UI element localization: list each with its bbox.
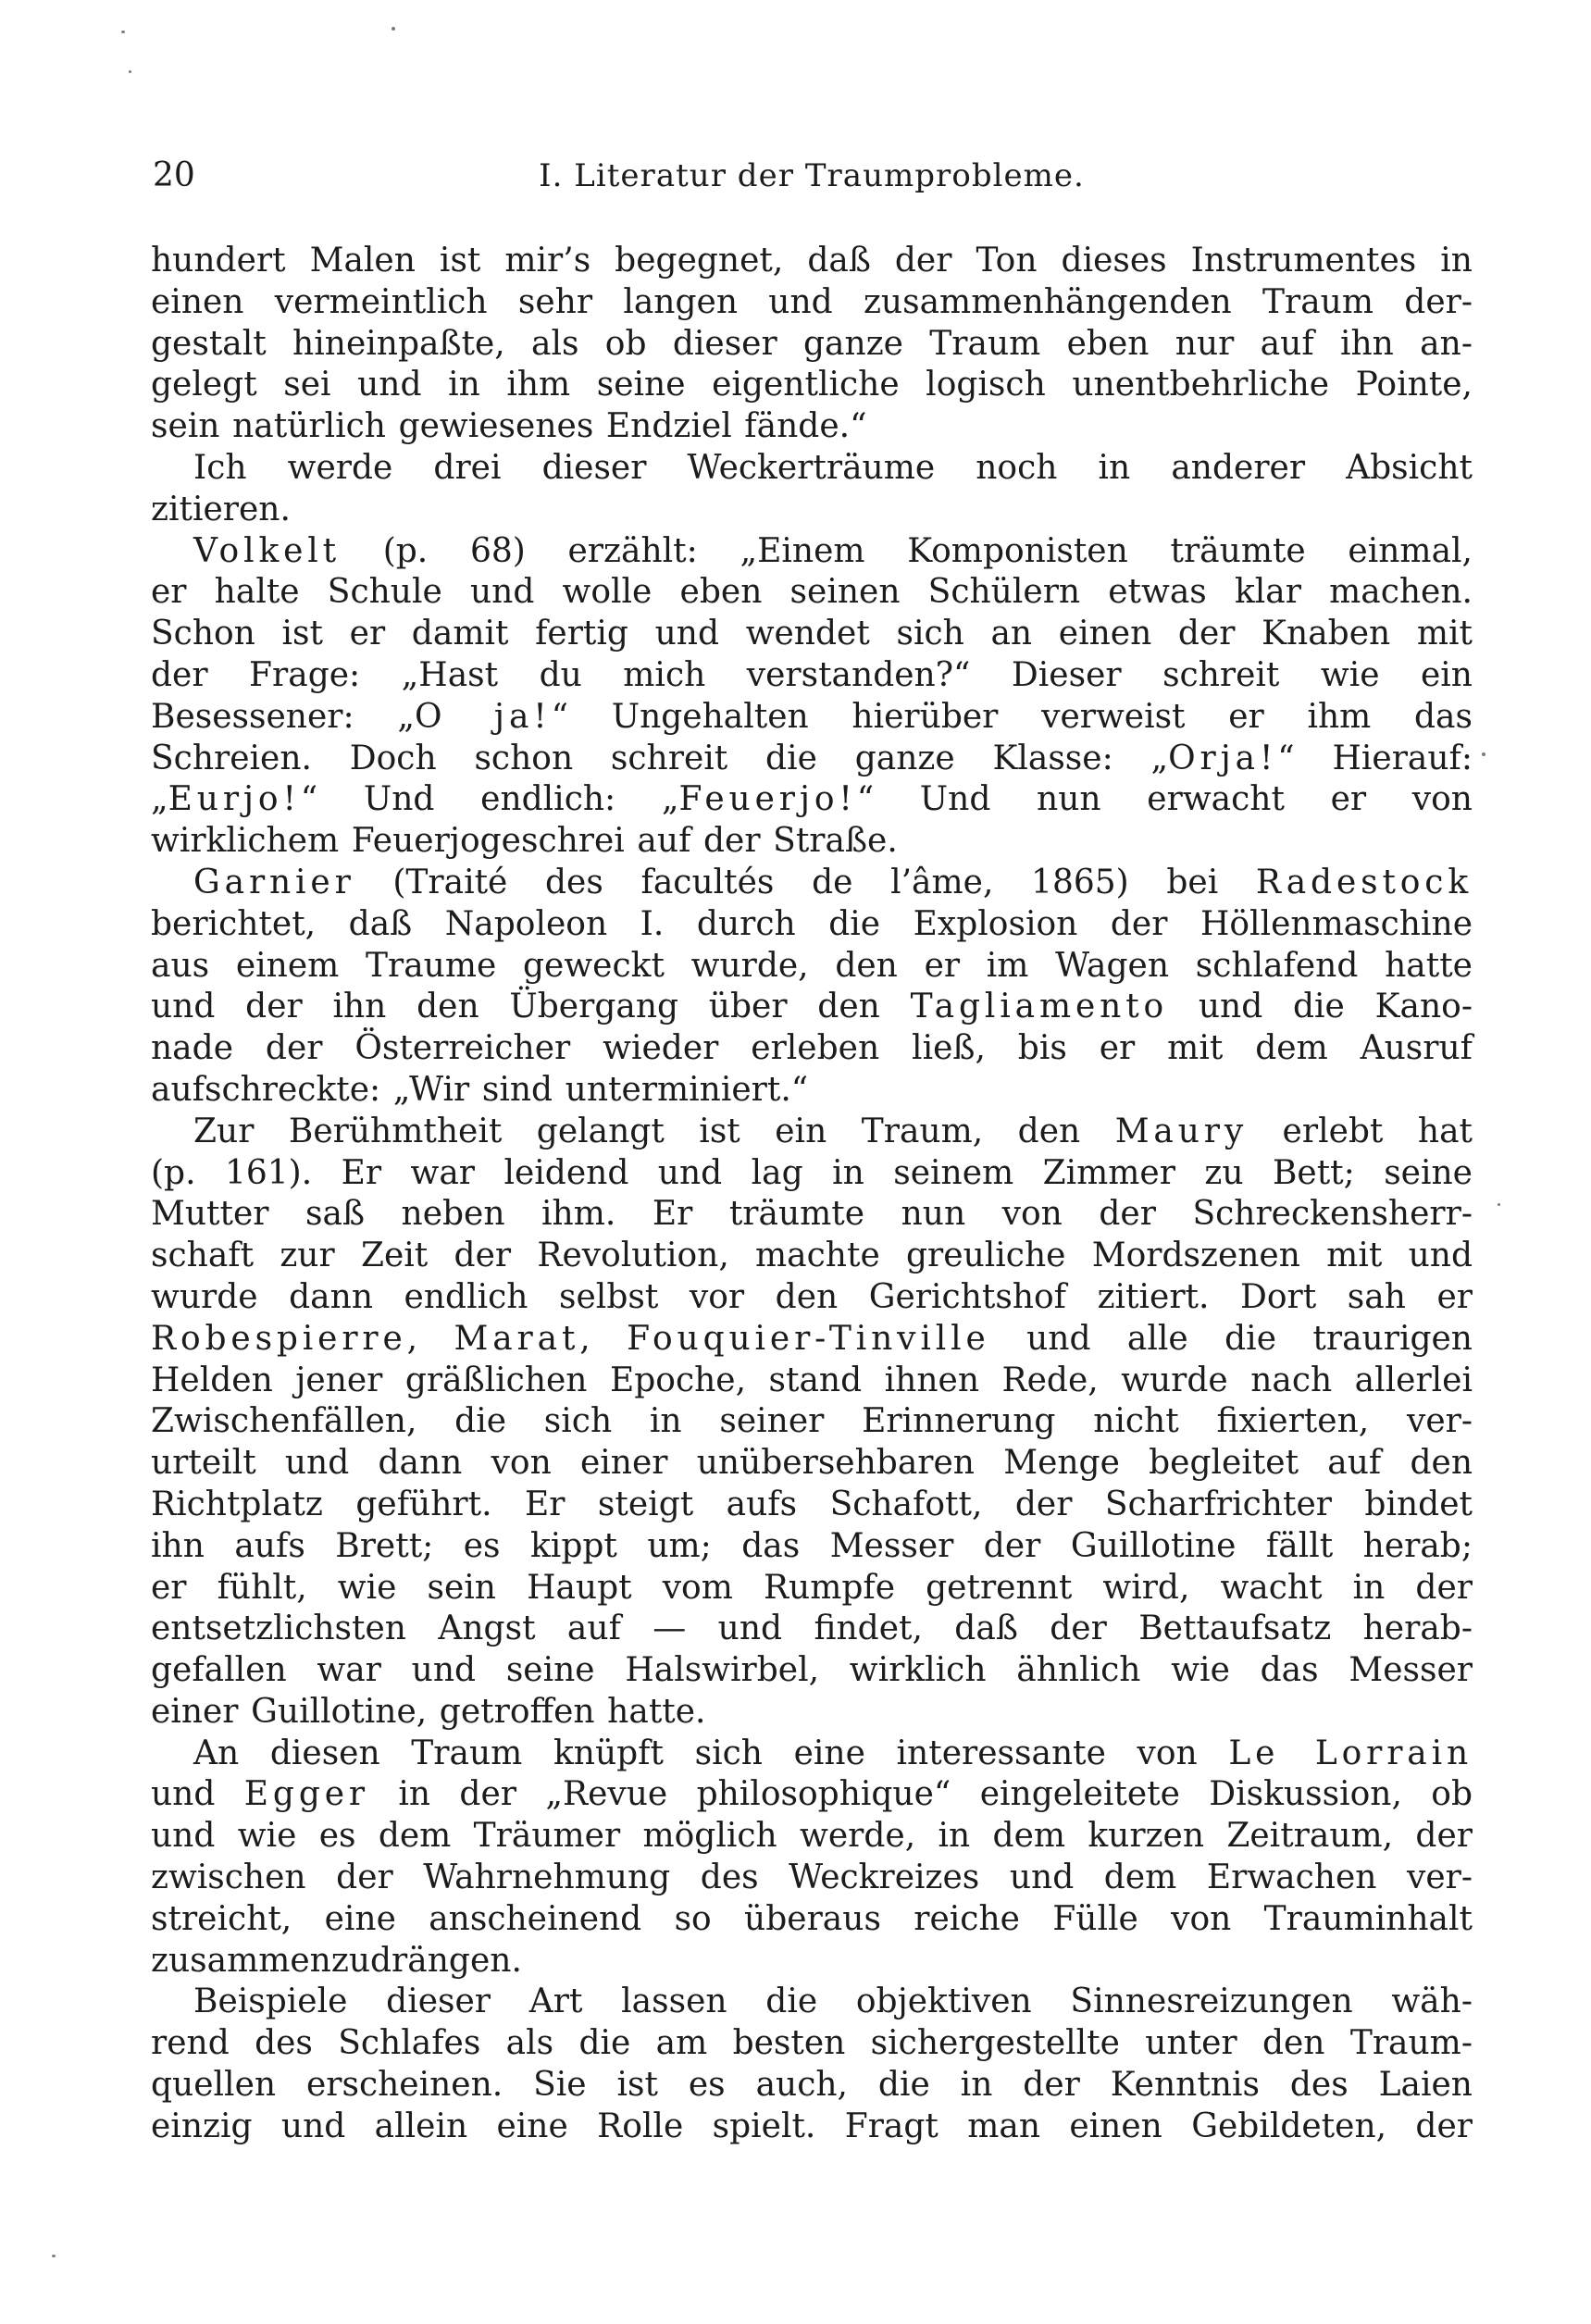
text-line: einer Guillotine, getroffen hatte.: [151, 1692, 706, 1731]
letterspaced-name: O ja!: [414, 697, 552, 736]
letterspaced-name: Orja!: [1168, 739, 1278, 777]
running-title: I. Literatur der Traumprobleme.: [539, 157, 1085, 194]
text-line: und wie es dem Träumer möglich werde, in dem kurzen Zeitraum, der: [151, 1817, 1473, 1856]
text-line: Besessener: „O ja!“ Ungehalten hierüber verweist er ihm das: [151, 697, 1473, 736]
letterspaced-name: Le Lorrain: [1228, 1734, 1473, 1772]
text-line: „Eurjo!“ Und endlich: „Feuerjo!“ Und nun erwacht er von: [151, 780, 1473, 819]
text-line: schaft zur Zeit der Revolution, machte greuliche Mordszenen mit und: [151, 1237, 1473, 1275]
text-line: Beispiele dieser Art lassen die objektiven Sinnesreizungen wäh-: [193, 1982, 1473, 2021]
text-line: Schon ist er damit fertig und wendet sich an einen der Knaben mit: [151, 615, 1473, 653]
text-line: der Frage: „Hast du mich verstanden?“ Dieser schreit wie ein: [151, 655, 1473, 694]
text-line: gefallen war und seine Halswirbel, wirklich ähnlich wie das Messer: [151, 1651, 1473, 1690]
text-line: und der ihn den Übergang über den Tagliamento und die Kano-: [151, 988, 1473, 1026]
letterspaced-name: Eurjo!: [168, 780, 301, 819]
letterspaced-name: Volkelt: [193, 531, 342, 570]
letterspaced-name: Egger: [243, 1775, 369, 1814]
letterspaced-name: Garnier: [193, 863, 355, 901]
text-line: Schreien. Doch schon schreit die ganze Klasse: „Orja!“ Hierauf:: [151, 739, 1473, 777]
text-line: Volkelt (p. 68) erzählt: „Einem Komponisten träumte einmal,: [193, 531, 1473, 570]
scan-speck: [52, 2255, 56, 2257]
text-line: zusammenzudrängen.: [151, 1941, 522, 1980]
text-line: aufschreckte: „Wir sind unterminiert.“: [151, 1070, 809, 1109]
text-line: nade der Österreicher wieder erleben ließ, bis er mit dem Ausruf: [151, 1029, 1473, 1068]
text-line: An diesen Traum knüpft sich eine interessante von Le Lorrain: [193, 1734, 1473, 1772]
text-line: ihn aufs Brett; es kippt um; das Messer der Guillotine fällt herab;: [151, 1526, 1473, 1565]
text-line: gelegt sei und in ihm seine eigentliche logisch unentbehrliche Pointe,: [151, 366, 1473, 404]
text-line: Zwischenfällen, die sich in seiner Erinnerung nicht fixierten, ver-: [151, 1402, 1473, 1441]
text-line: gestalt hineinpaßte, als ob dieser ganze Traum eben nur auf ihn an-: [151, 324, 1473, 363]
page-content: [151, 155, 1473, 2148]
text-line: zwischen der Wahrnehmung des Weckreizes und dem Erwachen ver-: [151, 1858, 1473, 1897]
letterspaced-name: Feuerjo!: [678, 780, 857, 819]
text-line: zitieren.: [151, 490, 291, 528]
text-line: wurde dann endlich selbst vor den Gerichtshof zitiert. Dort sah er: [151, 1277, 1473, 1316]
text-line: berichtet, daß Napoleon I. durch die Explosion der Höllenmaschine: [151, 904, 1473, 943]
text-line: streicht, eine anscheinend so überaus reiche Fülle von Trauminhalt: [151, 1899, 1473, 1938]
text-line: entsetzlichsten Angst auf — und findet, daß der Bettaufsatz herab-: [151, 1609, 1473, 1648]
scan-speck: [1498, 1203, 1500, 1206]
text-line: Garnier (Traité des facultés de l’âme, 1865) bei Radestock: [193, 863, 1473, 901]
text-line: quellen erscheinen. Sie ist es auch, die in der Kenntnis des Laien: [151, 2066, 1473, 2105]
text-line: einzig und allein eine Rolle spielt. Fragt man einen Gebildeten, der: [151, 2107, 1473, 2145]
scan-speck: [121, 31, 125, 33]
text-line: Richtplatz geführt. Er steigt aufs Schafott, der Scharfrichter bindet: [151, 1485, 1473, 1523]
text-line: einen vermeintlich sehr langen und zusammenhängenden Traum der-: [151, 282, 1473, 321]
text-line: aus einem Traume geweckt wurde, den er im Wagen schlafend hatte: [151, 946, 1473, 985]
text-line: rend des Schlafes als die am besten sichergestellte unter den Traum-: [151, 2024, 1473, 2063]
text-line: Mutter saß neben ihm. Er träumte nun von der Schreckensherr-: [151, 1195, 1473, 1234]
letterspaced-name: Tagliamento: [910, 988, 1169, 1026]
running-head: [151, 155, 1473, 202]
text-line: Robespierre, Marat, Fouquier-Tinville und alle die traurigen: [151, 1319, 1473, 1358]
text-line: wirklichem Feuerjogeschrei auf der Straße.: [151, 822, 898, 861]
text-line: urteilt und dann von einer unübersehbaren Menge begleitet auf den: [151, 1444, 1473, 1483]
text-line: (p. 161). Er war leidend und lag in seinem Zimmer zu Bett; seine: [151, 1153, 1473, 1192]
text-line: er fühlt, wie sein Haupt vom Rumpfe getrennt wird, wacht in der: [151, 1568, 1473, 1607]
scan-speck: [129, 70, 131, 73]
body-text: [151, 241, 1473, 2148]
text-line: Zur Berühmtheit gelangt ist ein Traum, den Maury erlebt hat: [193, 1112, 1473, 1150]
letterspaced-name: Fouquier-Tinville: [627, 1319, 990, 1358]
page-number: 20: [153, 156, 195, 194]
letterspaced-name: Marat: [454, 1319, 580, 1358]
text-line: und Egger in der „Revue philosophique“ eingeleitete Diskussion, ob: [151, 1775, 1473, 1814]
text-line: Ich werde drei dieser Weckerträume noch in anderer Absicht: [193, 448, 1473, 487]
letterspaced-name: Maury: [1114, 1112, 1249, 1150]
text-line: sein natürlich gewiesenes Endziel fände.“: [151, 407, 867, 446]
letterspaced-name: Robespierre: [151, 1319, 407, 1358]
text-line: hundert Malen ist mir’s begegnet, daß der Ton dieses Instrumentes in: [151, 242, 1473, 280]
scan-speck: [392, 27, 395, 31]
scan-speck: [1482, 752, 1485, 756]
letterspaced-name: Radestock: [1255, 863, 1473, 901]
text-line: Helden jener gräßlichen Epoche, stand ihnen Rede, wurde nach allerlei: [151, 1361, 1473, 1399]
text-line: er halte Schule und wolle eben seinen Schülern etwas klar machen.: [151, 573, 1473, 612]
